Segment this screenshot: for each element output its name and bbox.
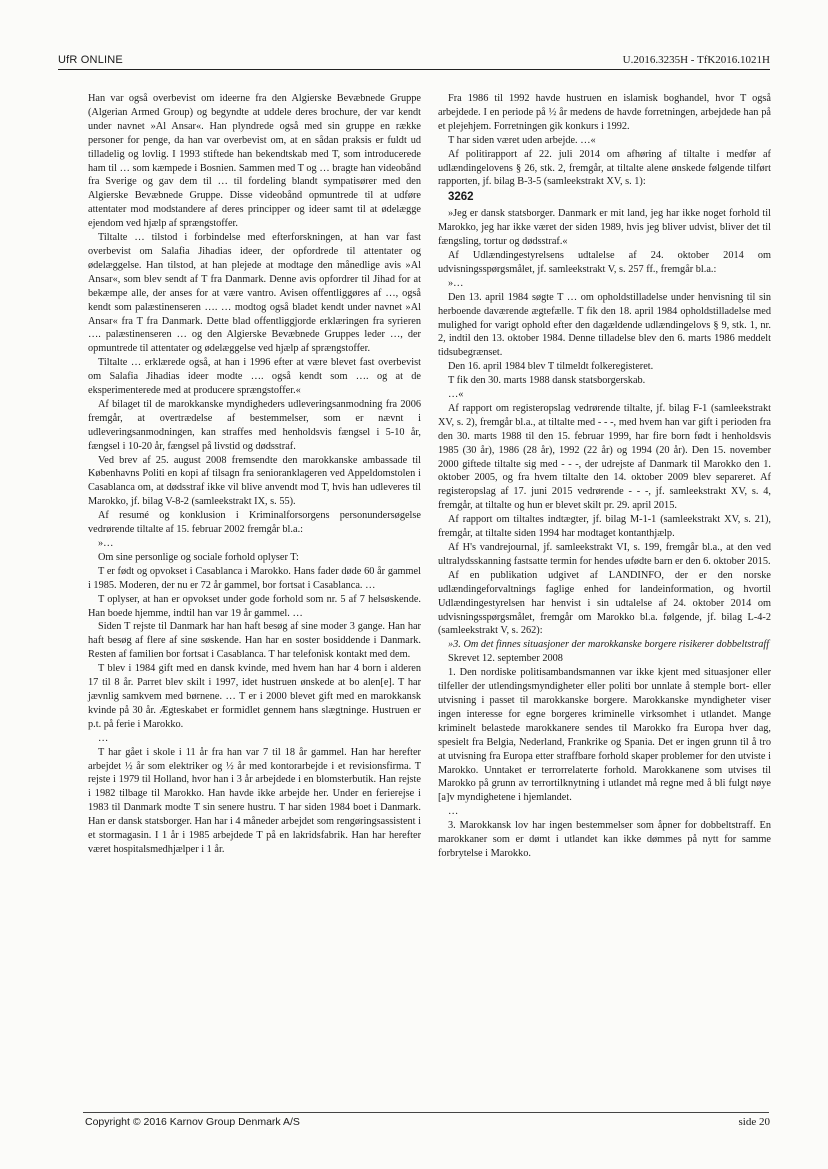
page-number: side 20 xyxy=(738,1116,770,1128)
paragraph: »3. Om det finnes situasjoner der marokkanske borgere risikerer dobbeltstraff xyxy=(448,639,770,651)
paragraph: Af rapport om registeropslag vedrørende tiltalte, jf. bilag F-1 (samleekstrakt XV, s. 2), fremgår bl.a., at tiltalte med - - -, med hvem han var gift i perioden fra den 30. marts 1988 til den 15. februar 1999, har fire born født i henholdsvis 1985 (30 år), 1986 (28 år), 1992 (22 år) og 1994 (20 år). Den 15. november 2000 giftede tiltalte sig med - - -, der udrejste af Danmark til Marokko den 1. oktober 2005, og fra hvem tiltalte den 14. oktober 2009 blev separeret. Af registeropslag af 17. juni 2015 vedrørende - - -, jf. samleekstrakt XV, s. 4, fremgår, at tiltalte og hun er blevet skilt pr. 29. april 2015. xyxy=(438,402,771,512)
paragraph: Af resumé og konklusion i Kriminalforsorgens personundersøgelse vedrørende tiltalte af 15. februar 2002 fremgår bl.a.: xyxy=(88,510,421,536)
paragraph: Fra 1986 til 1992 havde hustruen en islamisk boghandel, hvor T også arbejdede. I en periode på ½ år medens de havde forretningen, arbejdede han på et plejehjem. Forretningen gik konkurs i 1992. xyxy=(438,93,771,132)
paragraph: Ved brev af 25. august 2008 fremsendte den marokkanske ambassade til Københavns Politi en kopi af tilsagn fra senioranklageren ved Appeldomstolen i Casablanca om, at dødsstraf ikke vil blive anvendt mod T, hvis han udleveres til Marokko, jf. bilag V-8-2 (samleekstrakt IX, s. 55). xyxy=(88,454,421,508)
paragraph: … xyxy=(448,806,459,818)
page-marker: 3262 xyxy=(448,191,474,204)
header-rule xyxy=(58,69,770,70)
copyright-notice: Copyright © 2016 Karnov Group Denmark A/S xyxy=(85,1116,300,1128)
paragraph: Tiltalte … erklærede også, at han i 1996 efter at være blevet fast overbevist om Salafia Jihadias ideer modte …. også kendt som …. og at de eksperimenterede med at producere sprængstoffer.« xyxy=(88,357,421,397)
publication-name: UfR ONLINE xyxy=(58,54,123,66)
paragraph: 3. Marokkansk lov har ingen bestemmelser som åpner for dobbeltstraff. En marokkaner som er dømt i utlandet kan ikke dømmes på nytt for samme forbrytelse i Marokko. xyxy=(438,820,771,859)
page-footer xyxy=(85,1116,770,1132)
paragraph: »Jeg er dansk statsborger. Danmark er mit land, jeg har ikke noget forhold til Marokko, jeg har ikke været der siden 1989, hvis jeg bliver udvist, bliver det til fængsling, tortur og dødsstraf.« xyxy=(438,208,771,248)
paragraph: Af H's vandrejournal, jf. samleekstrakt VI, s. 199, fremgår bl.a., at den ved ultralydsskanning fastsatte termin for hendes ufødte barn er den 6. oktober 2015. xyxy=(438,542,771,567)
footer-rule xyxy=(83,1112,769,1113)
paragraph: T har siden været uden arbejde. …« xyxy=(448,134,596,146)
left-column xyxy=(88,92,421,857)
paragraph: …« xyxy=(448,389,464,401)
paragraph: Af politirapport af 22. juli 2014 om afhøring af tiltalte i medfør af udlændingelovens § 26, stk. 2, fremgår, at tiltalte alene ønskede følgende tilført rapporten, jf. bilag B-3-5 (samleekstrakt XV, s. 1): xyxy=(438,148,771,188)
paragraph: Siden T rejste til Danmark har han haft besøg af sine moder 3 gange. Han har haft besøg af flere af sine søskende. Han har en soster bosiddende i Danmark. Resten af familien bor fortsat i Casablanca. T har telefonisk kontakt med dem. xyxy=(88,621,421,661)
paragraph: … xyxy=(98,732,109,744)
paragraph: Den 13. april 1984 søgte T … om opholdstilladelse under henvisning til sin herboende daværende ægtefælle. T fik den 18. april 1984 opholdstilladelse med mulighed for varigt ophold efter den dagældende udlændingelovs § 9, stk. 1, nr. 2, indtil den 13. oktober 1984. Denne tilladelse blev den 6. marts 1986 meddelt tidsubegrænset. xyxy=(438,291,771,359)
paragraph: T har gået i skole i 11 år fra han var 7 til 18 år gammel. Han har herefter arbejdet ½ år som elektriker og ½ år med kontorarbejde i et revisionsfirma. T rejste i 1979 til Holland, hvor han i 3 år arbejdede i en blomsterbutik. Han rejste i 1982 tilbage til Marokko. Han havde ikke arbejde her. Under en ferierejse i 1983 til Danmark modte T sin senere hustru. T har siden 1984 boet i Danmark. Han er dansk statsborger. Han har i 4 måneder arbejdet som rengøringsassistent i et stormagasin. I 1 år i 1985 arbejdede T på en lakridsfabrik. Han har herefter været hospitalsmedhjælper i 1 år. xyxy=(88,746,421,855)
paragraph: Af en publikation udgivet af LANDINFO, der er den norske udlændingeforvaltnings faglige enhed for landeinformation, og hvortil Udlændingestyrelsen har henvist i sin udtalelse af 24. oktober 2014 om udvisningsspørgsmålet, fremgår om Marokko bl.a. følgende, jf. bilag L-4-2 (samleekstrakt V, s. 262): xyxy=(438,569,771,637)
paragraph: T oplyser, at han er opvokset under gode forhold som nr. 5 af 7 helsøskende. Han boede hjemme, indtil han var 19 år gammel. … xyxy=(88,593,421,619)
paragraph: T blev i 1984 gift med en dansk kvinde, med hvem han har 4 born i alderen 17 til 8 år. Parret blev skilt i 1997, idet hustruen ønskede at bo alen[e]. T har jævnlig samkvem med børnene. … T er i 2000 blevet gift med en marokkansk kvinde på 30 år. Ægteskabet er formidlet gennem hans slægtninge. Hustruen er p.t. på ferie i Marokko. xyxy=(88,663,421,730)
paragraph: Skrevet 12. september 2008 xyxy=(448,653,563,665)
right-column xyxy=(438,92,771,861)
paragraph: Af bilaget til de marokkanske myndigheders udleveringsanmodning fra 2006 fremgår, at overtrædelse af bestemmelser, som er nævnt i udleveringsanmodningen, kan straffes med henholdsvis fængsel i 5-10 år, fængsel i 10-20 år, fængsel på livstid og dødsstraf. xyxy=(88,398,421,452)
paragraph: Tiltalte … tilstod i forbindelse med efterforskningen, at han var fast overbevist om Salafia Jihadias ideer, der opfordrede til attentater og ødelæggelse. Han tilstod, at han plejede at modtage den månedlige avis »Al Ansar«, som blev sendt af T fra Danmark. Denne avis opfordrer til Jihad for at bekæmpe alle, der anses for at være vantro. Avisen offentliggøres af …, også kendt som palæstinenseren …. … modtog også bladet kendt under navnet »Al Ansar« fra T fra Danmark. Dette blad offentliggjorde erklæringen fra syrieren …. palæstinenseren … og den Algierske Bevæbnede Gruppes leder …, der opmuntrede til attentater og ødelæggelse ved hjælp af sprængstoffer. xyxy=(88,232,421,355)
paragraph: T fik den 30. marts 1988 dansk statsborgerskab. xyxy=(448,375,646,387)
paragraph: Han var også overbevist om ideerne fra den Algierske Bevæbnede Gruppe (Algerian Armed Group) og begyndte at uddele deres brochure, der var kendt under navnet »Al Ansar«. Han plyndrede også med sin gruppe en række personer for penge, da han var overbevist om, at en sådan praksis er fuldt ud tilladelig og lovlig. I 1993 stiftede han bekendtskab med T, som introducerede ham til … som kæmpede i Bosnien. Sammen med T og … bragte han videobånd fra Sverige og gav dem til … til fordeling blandt sympatisører med den Algierske Bevæbnede Gruppe. Disse videobånd opmuntrede til at udføre attentater mod modstandere af deres principper og ideer samt til at ødelægge ejendom ved hjælp af sprængstoffer. xyxy=(88,93,421,230)
paragraph: Af Udlændingestyrelsens udtalelse af 24. oktober 2014 om udvisningsspørgsmålet, jf. samleekstrakt V, s. 257 ff., fremgår bl.a.: xyxy=(438,249,771,275)
paragraph: »… xyxy=(98,538,114,549)
paragraph: »… xyxy=(448,277,464,289)
case-reference: U.2016.3235H - TfK2016.1021H xyxy=(622,54,770,66)
paragraph: 1. Den nordiske politisambandsmannen var ikke kjent med situasjoner eller tilfeller der utlendingsmyndigheter eller politi bor unnlate å stemple bort- eller utvisning i passet til marokkanske borgere. Marokkanske myndigheter viser ingen interesse for egne borgeres kriminelle virksomhet i utlandet. Mange kriminelt belastede marokkanere sendes til Marokko fra Europa hver dag, spesielt fra Belgia, Nederland, Frankrike og Spania. Det er ingen grunn til å tro at utvisning fra Europa etter straffbare forhold skaper problemer for den utviste i Marokko. Unntaket er terrorrelaterte forhold. Marokkanene som utvises til Marokko på grunn av terrortilknytning i utlandet må regne med å bli fulgt nøye [a]v myndighetene i hjemlandet. xyxy=(438,667,771,804)
paragraph: Af rapport om tiltaltes indtægter, jf. bilag M-1-1 (samleekstrakt XV, s. 21), fremgår, at tiltalte siden 1994 har modtaget kontanthjælp. xyxy=(438,514,771,540)
paragraph: T er født og opvokset i Casablanca i Marokko. Hans fader døde 60 år gammel i 1985. Moderen, der nu er 72 år gammel, bor fortsat i Casablanca. … xyxy=(88,565,421,591)
paragraph: Om sine personlige og sociale forhold oplyser T: xyxy=(98,551,299,563)
paragraph: Den 16. april 1984 blev T tilmeldt folkeregisteret. xyxy=(448,361,654,373)
